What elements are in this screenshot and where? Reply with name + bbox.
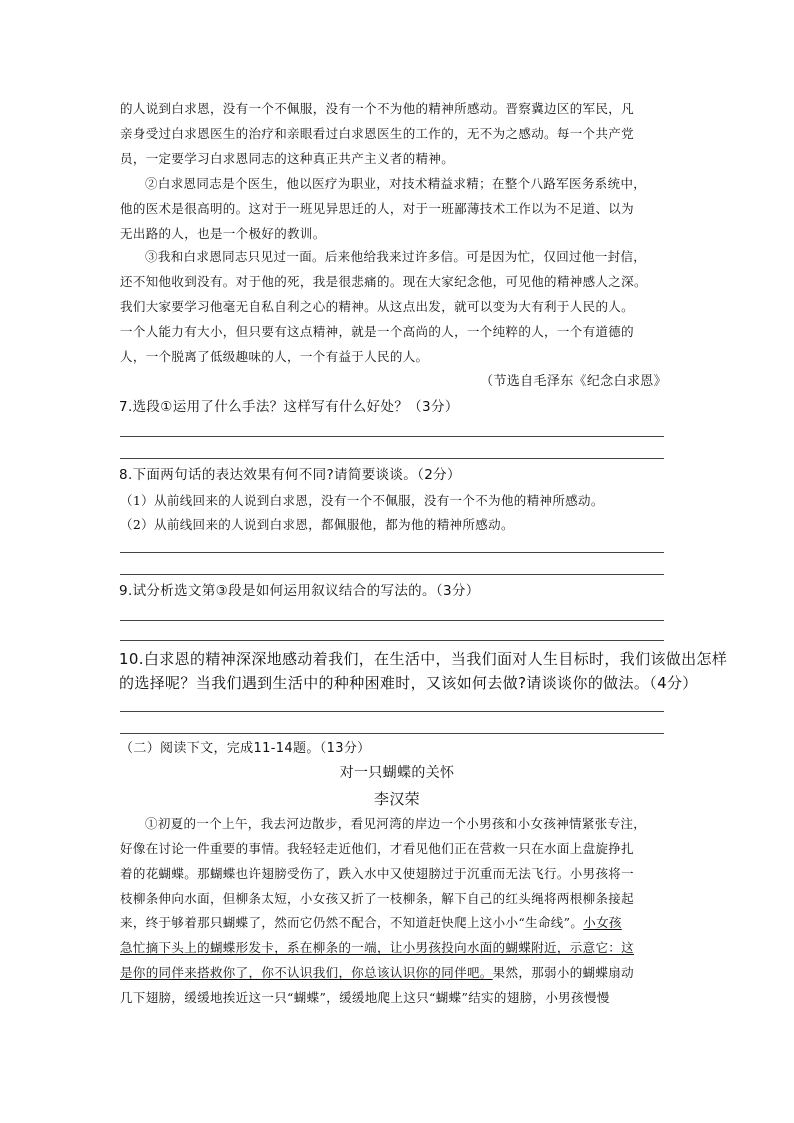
- article-line-2: 好像在讨论一件重要的事情。我轻轻走近他们，才看见他们正在营救一只在水面上盘旋挣扎: [120, 841, 635, 856]
- article-line-1: ①初夏的一个上午，我去河边散步，看见河湾的岸边一个小男孩和小女孩神情紧张专注，: [145, 816, 647, 831]
- article-author: 李汉荣: [373, 790, 421, 808]
- underlined-text: 是你的同伴来搭救你了，你不认识我们，你总该认识你的同伴吧。: [120, 965, 493, 980]
- question-9: 9.试分析选文第③段是如何运用叙议结合的写法的。（3分）: [119, 583, 480, 599]
- passage1-line-11: 人，一个脱离了低级趣味的人，一个有益于人民的人。: [120, 349, 429, 364]
- passage1-line-9: 我们大家要学习他毫无自私自利之心的精神。从这点出发，就可以变为大有利于人民的人。: [120, 299, 635, 314]
- passage1-line-6: 无出路的人，也是一个极好的教训。: [120, 226, 326, 241]
- answer-line[interactable]: [120, 552, 664, 553]
- article-line-8: 几下翅膀，缓缓地挨近这一只“蝴蝶”，缓缓地爬上这只“蝴蝶”结实的翅膀，小男孩慢慢: [120, 990, 610, 1005]
- passage1-line-3: 员，一定要学习白求恩同志的这种真正共产主义者的精神。: [120, 151, 455, 166]
- answer-line[interactable]: [120, 574, 664, 575]
- answer-line[interactable]: [120, 620, 664, 621]
- article-text: 来，终于够着那只蝴蝶了，然而它仍然不配合，不知道赶快爬上这小小“生命线”。: [120, 915, 584, 930]
- question-8-sentence-2: （2）从前线回来的人说到白求恩，都佩服他，都为他的精神所感动。: [120, 517, 514, 532]
- passage1-line-5: 他的医术是很高明的。这对于一班见异思迁的人，对于一班鄙薄技术工作以为不足道、以为: [120, 201, 635, 216]
- underlined-text: 急忙摘下头上的蝴蝶形发卡，系在柳条的一端，让小男孩投向水面的蝴蝶附近，示意它：这: [120, 940, 635, 955]
- section-2-header: （二）阅读下文，完成11-14题。（13分）: [120, 741, 371, 756]
- underlined-text: 小女孩: [583, 915, 622, 930]
- article-title: 对一只蝴蝶的关怀: [339, 765, 455, 781]
- question-8-sentence-1: （1）从前线回来的人说到白求恩，没有一个不佩服，没有一个不为他的精神所感动。: [120, 493, 604, 508]
- passage1-line-7: ③我和白求恩同志只见过一面。后来他给我来过许多信。可是因为忙，仅回过他一封信，: [145, 249, 647, 264]
- question-10-line-2: 的选择呢？当我们遇到生活中的种种困难时，又该如何去做?请谈谈你的做法。（4分）: [119, 674, 698, 692]
- passage1-line-4: ②白求恩同志是个医生，他以医疗为职业，对技术精益求精；在整个八路军医务系统中，: [145, 176, 647, 191]
- article-line-6: [120, 939, 680, 957]
- answer-line[interactable]: [120, 640, 664, 641]
- answer-line[interactable]: [120, 458, 664, 459]
- answer-line[interactable]: [120, 733, 664, 734]
- article-line-3: 着的花蝴蝶。那蝴蝶也许翅膀受伤了，跌入水中又使翅膀过于沉重而无法飞行。小男孩将一: [120, 866, 635, 881]
- passage1-line-8: 还不知他收到没有。对于他的死，我是很悲痛的。现在大家纪念他，可见他的精神感人之深。: [120, 274, 647, 289]
- source-citation: （节选自毛泽东《纪念白求恩》: [480, 374, 667, 389]
- question-10-line-1: 10.白求恩的精神深深地感动着我们，在生活中，当我们面对人生目标时，我们该做出怎样: [119, 650, 728, 668]
- question-7: 7.选段①运用了什么手法？这样写有什么好处？（3分）: [119, 399, 459, 415]
- passage1-line-2: 亲身受过白求恩医生的治疗和亲眼看过白求恩医生的工作的，无不为之感动。每一个共产党: [120, 126, 635, 141]
- question-8: 8.下面两句话的表达效果有何不同?请简要谈谈。（2分）: [119, 467, 461, 483]
- article-text: 果然，那弱小的蝴蝶扇动: [492, 965, 635, 980]
- passage1-line-10: 一个人能力有大小，但只要有这点精神，就是一个高尚的人，一个纯粹的人，一个有道德的: [120, 324, 635, 339]
- article-line-4: 枝柳条伸向水面，但柳条太短，小女孩又折了一枝柳条，解下自己的红头绳将两根柳条接起: [120, 891, 635, 906]
- article-line-7: [120, 964, 680, 982]
- passage1-line-1: 的人说到白求恩，没有一个不佩服，没有一个不为他的精神所感动。晋察冀边区的军民，凡: [120, 101, 635, 116]
- answer-line[interactable]: [120, 711, 664, 712]
- answer-line[interactable]: [120, 436, 664, 437]
- article-line-5: [120, 914, 680, 932]
